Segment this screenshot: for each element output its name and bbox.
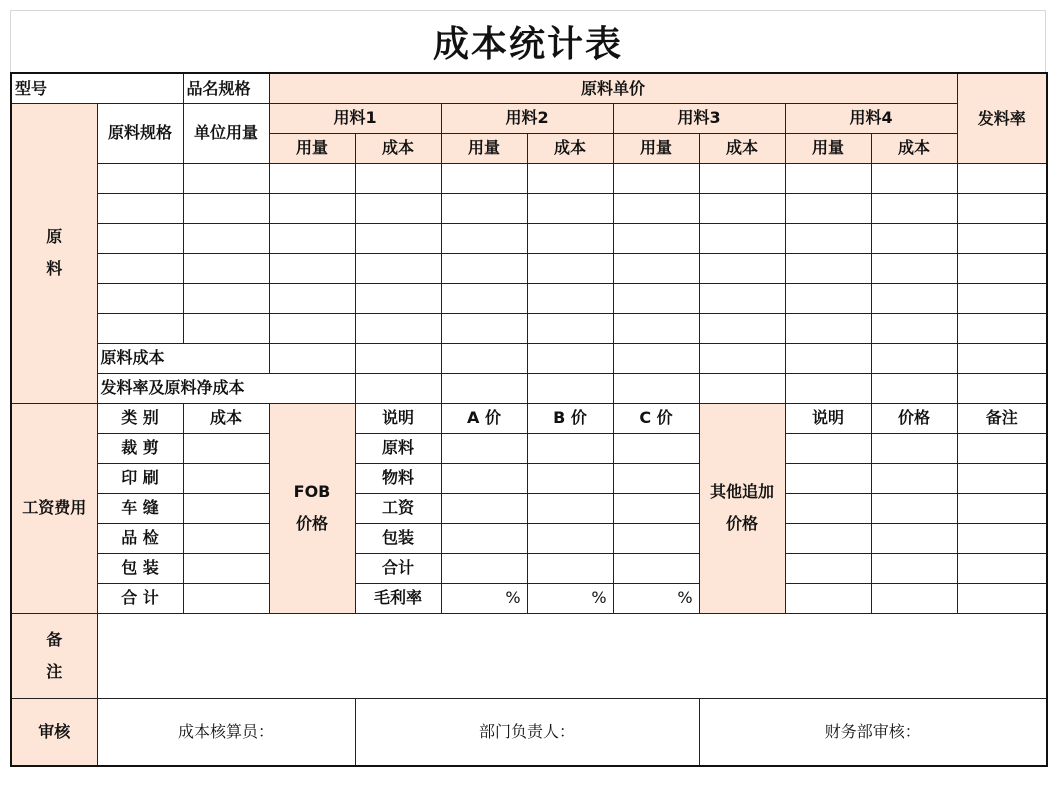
cell[interactable] <box>871 493 957 523</box>
issue-net-cost-label: 发料率及原料净成本 <box>97 373 355 403</box>
gross-margin-c-percent[interactable]: % <box>613 583 699 613</box>
cell[interactable] <box>183 493 269 523</box>
labor-item-packing: 包 装 <box>97 553 183 583</box>
cell[interactable] <box>183 433 269 463</box>
cost-header: 成本 <box>527 133 613 163</box>
cell[interactable] <box>785 313 871 343</box>
cell[interactable] <box>441 523 527 553</box>
issue-rate-header: 发料率 <box>957 73 1047 163</box>
fob-item-material: 原料 <box>355 433 441 463</box>
cell[interactable] <box>613 553 699 583</box>
cell[interactable] <box>871 433 957 463</box>
material-row <box>11 313 1047 343</box>
material-row <box>11 223 1047 253</box>
cell[interactable] <box>355 373 441 403</box>
material-row <box>11 193 1047 223</box>
cell[interactable] <box>699 313 785 343</box>
cell[interactable] <box>699 223 785 253</box>
labor-cost-header: 成本 <box>183 403 269 433</box>
cell[interactable] <box>613 193 699 223</box>
cell[interactable] <box>871 583 957 613</box>
cell[interactable] <box>613 163 699 193</box>
cell[interactable] <box>699 283 785 313</box>
cell[interactable] <box>441 283 527 313</box>
cell[interactable] <box>441 463 527 493</box>
cell[interactable] <box>527 523 613 553</box>
cell[interactable] <box>871 373 957 403</box>
cell[interactable] <box>355 223 441 253</box>
cell[interactable] <box>785 253 871 283</box>
fob-desc-header: 说明 <box>355 403 441 433</box>
cell[interactable] <box>871 193 957 223</box>
fob-item-gross-margin: 毛利率 <box>355 583 441 613</box>
material-section-label: 原 料 <box>11 103 97 403</box>
gross-margin-b-percent[interactable]: % <box>527 583 613 613</box>
usage-header: 用量 <box>441 133 527 163</box>
cell[interactable] <box>957 493 1047 523</box>
labor-item-cutting: 裁 剪 <box>97 433 183 463</box>
cell[interactable] <box>355 193 441 223</box>
cell[interactable] <box>441 553 527 583</box>
material-row <box>11 253 1047 283</box>
sheet-title: 成本统计表 <box>10 10 1046 72</box>
cell[interactable] <box>957 343 1047 373</box>
labor-item-printing: 印 刷 <box>97 463 183 493</box>
cell[interactable] <box>871 463 957 493</box>
cell[interactable] <box>699 343 785 373</box>
fob-price-a-header: A 价 <box>441 403 527 433</box>
usage-header: 用量 <box>613 133 699 163</box>
cell[interactable] <box>441 223 527 253</box>
cell[interactable] <box>699 193 785 223</box>
cell[interactable] <box>785 433 871 463</box>
cell[interactable] <box>871 163 957 193</box>
labor-item-total: 合 计 <box>97 583 183 613</box>
cost-accountant-field[interactable]: 成本核算员： <box>97 698 355 766</box>
cell[interactable] <box>785 583 871 613</box>
extra-note-header: 备注 <box>957 403 1047 433</box>
cell[interactable] <box>785 493 871 523</box>
cell[interactable] <box>957 223 1047 253</box>
cell[interactable] <box>527 493 613 523</box>
cell[interactable] <box>183 163 269 193</box>
cell[interactable] <box>441 193 527 223</box>
cell[interactable] <box>613 523 699 553</box>
unit-usage-header: 单位用量 <box>183 103 269 163</box>
labor-item-inspection: 品 检 <box>97 523 183 553</box>
labor-category-header: 类 别 <box>97 403 183 433</box>
cell[interactable] <box>183 253 269 283</box>
material-row <box>11 283 1047 313</box>
material-3-header: 用料3 <box>613 103 785 133</box>
cell[interactable] <box>355 313 441 343</box>
cell[interactable] <box>527 343 613 373</box>
remarks-field[interactable] <box>97 613 1047 698</box>
cell[interactable] <box>183 553 269 583</box>
cell[interactable] <box>871 253 957 283</box>
cell[interactable] <box>269 193 355 223</box>
cell[interactable] <box>957 163 1047 193</box>
cell[interactable] <box>97 253 183 283</box>
cell[interactable] <box>699 373 785 403</box>
cell[interactable] <box>183 583 269 613</box>
cell[interactable] <box>957 313 1047 343</box>
cell[interactable] <box>441 373 527 403</box>
cell[interactable] <box>785 553 871 583</box>
cell[interactable] <box>613 313 699 343</box>
cell[interactable] <box>699 163 785 193</box>
cell[interactable] <box>183 223 269 253</box>
cell[interactable] <box>785 283 871 313</box>
cell[interactable] <box>441 163 527 193</box>
cost-statistics-sheet <box>10 10 1046 790</box>
cell[interactable] <box>957 283 1047 313</box>
cell[interactable] <box>785 463 871 493</box>
cell[interactable] <box>97 163 183 193</box>
cell[interactable] <box>957 553 1047 583</box>
cell[interactable] <box>613 373 699 403</box>
cell[interactable] <box>785 373 871 403</box>
product-spec-label: 品名规格 <box>183 73 269 103</box>
audit-label: 审核 <box>11 698 97 766</box>
cell[interactable] <box>613 463 699 493</box>
cell[interactable] <box>871 343 957 373</box>
material-1-header: 用料1 <box>269 103 441 133</box>
cell[interactable] <box>97 193 183 223</box>
cell[interactable] <box>441 493 527 523</box>
model-label: 型号 <box>11 73 183 103</box>
cell[interactable] <box>441 343 527 373</box>
material-2-header: 用料2 <box>441 103 613 133</box>
cell[interactable] <box>441 313 527 343</box>
gross-margin-a-percent[interactable]: % <box>441 583 527 613</box>
cost-table <box>10 72 1048 767</box>
cell[interactable] <box>699 253 785 283</box>
cell[interactable] <box>183 463 269 493</box>
extra-price-label: 其他追加 价格 <box>699 403 785 613</box>
cell[interactable] <box>355 253 441 283</box>
cell[interactable] <box>871 523 957 553</box>
fob-item-supplies: 物料 <box>355 463 441 493</box>
cell[interactable] <box>871 283 957 313</box>
cell[interactable] <box>957 523 1047 553</box>
cell[interactable] <box>527 253 613 283</box>
extra-price-header: 价格 <box>871 403 957 433</box>
cost-header: 成本 <box>355 133 441 163</box>
cell[interactable] <box>355 343 441 373</box>
cell[interactable] <box>957 463 1047 493</box>
cell[interactable] <box>527 163 613 193</box>
cell[interactable] <box>871 313 957 343</box>
cell[interactable] <box>527 373 613 403</box>
labor-section-label: 工资费用 <box>11 403 97 613</box>
usage-header: 用量 <box>269 133 355 163</box>
fob-price-c-header: C 价 <box>613 403 699 433</box>
fob-item-wages: 工资 <box>355 493 441 523</box>
remarks-label: 备 注 <box>11 613 97 698</box>
cell[interactable] <box>613 493 699 523</box>
cell[interactable] <box>785 193 871 223</box>
cell[interactable] <box>355 163 441 193</box>
cell[interactable] <box>527 463 613 493</box>
cell[interactable] <box>957 193 1047 223</box>
usage-header: 用量 <box>785 133 871 163</box>
cell[interactable] <box>97 283 183 313</box>
cell[interactable] <box>269 313 355 343</box>
cell[interactable] <box>269 163 355 193</box>
cell[interactable] <box>957 583 1047 613</box>
cell[interactable] <box>269 253 355 283</box>
cell[interactable] <box>527 223 613 253</box>
cell[interactable] <box>527 433 613 463</box>
cell[interactable] <box>355 283 441 313</box>
cell[interactable] <box>871 223 957 253</box>
cell[interactable] <box>785 343 871 373</box>
cell[interactable] <box>785 523 871 553</box>
cell[interactable] <box>527 553 613 583</box>
cost-header: 成本 <box>699 133 785 163</box>
cell[interactable] <box>871 553 957 583</box>
cell[interactable] <box>183 523 269 553</box>
cell[interactable] <box>785 223 871 253</box>
cell[interactable] <box>957 373 1047 403</box>
cell[interactable] <box>613 343 699 373</box>
material-row <box>11 163 1047 193</box>
cell[interactable] <box>613 223 699 253</box>
cell[interactable] <box>441 253 527 283</box>
cell[interactable] <box>527 193 613 223</box>
finance-review-field[interactable]: 财务部审核： <box>699 698 1047 766</box>
cell[interactable] <box>97 313 183 343</box>
dept-head-field[interactable]: 部门负责人： <box>355 698 699 766</box>
cell[interactable] <box>785 163 871 193</box>
cell[interactable] <box>527 313 613 343</box>
cell[interactable] <box>269 343 355 373</box>
extra-desc-header: 说明 <box>785 403 871 433</box>
cell[interactable] <box>957 433 1047 463</box>
cell[interactable] <box>183 193 269 223</box>
cell[interactable] <box>613 433 699 463</box>
fob-price-label: FOB 价格 <box>269 403 355 613</box>
labor-item-sewing: 车 缝 <box>97 493 183 523</box>
cost-header: 成本 <box>871 133 957 163</box>
material-4-header: 用料4 <box>785 103 957 133</box>
cell[interactable] <box>527 283 613 313</box>
cell[interactable] <box>183 283 269 313</box>
cell[interactable] <box>269 283 355 313</box>
cell[interactable] <box>957 253 1047 283</box>
cell[interactable] <box>613 283 699 313</box>
fob-item-packaging: 包装 <box>355 523 441 553</box>
cell[interactable] <box>441 433 527 463</box>
cell[interactable] <box>183 313 269 343</box>
fob-price-b-header: B 价 <box>527 403 613 433</box>
material-unit-price-header: 原料单价 <box>269 73 957 103</box>
cell[interactable] <box>97 223 183 253</box>
material-spec-header: 原料规格 <box>97 103 183 163</box>
cell[interactable] <box>613 253 699 283</box>
fob-item-total: 合计 <box>355 553 441 583</box>
material-cost-label: 原料成本 <box>97 343 269 373</box>
cell[interactable] <box>269 223 355 253</box>
